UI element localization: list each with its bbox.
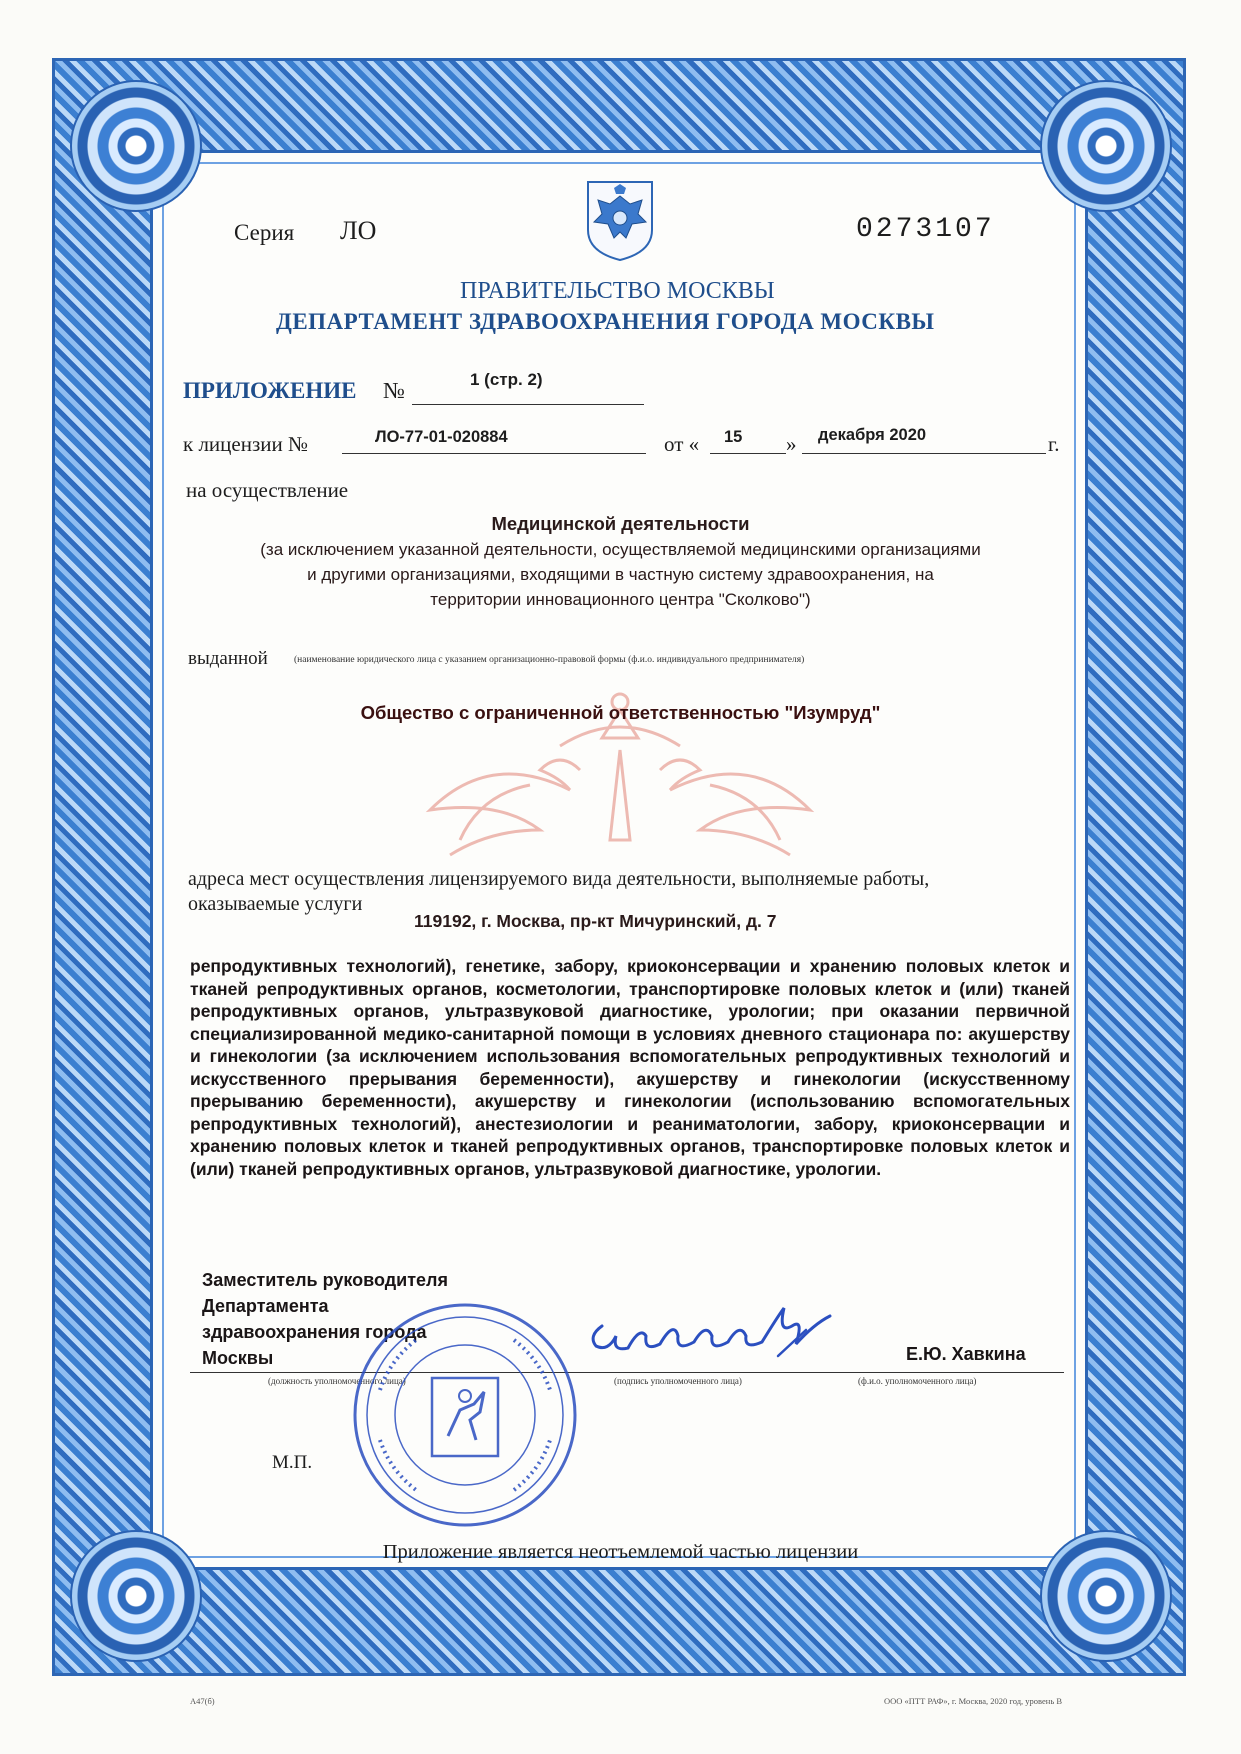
signer-name: Е.Ю. Хавкина <box>906 1344 1026 1364</box>
signer-position-line-4: Москвы <box>202 1348 274 1368</box>
date-day-close: » <box>786 432 797 456</box>
date-day-underline <box>710 453 786 454</box>
signature-underline <box>602 1372 824 1373</box>
signer-position-line-3: здравоохранения города <box>202 1322 427 1342</box>
activity-title: Медицинской деятельности <box>491 513 750 534</box>
caption-position: (должность уполномоченного лица) <box>268 1376 406 1386</box>
address-label-line-2: оказываемые услуги <box>188 893 363 915</box>
corner-rosette-top-left <box>70 80 202 212</box>
license-label: к лицензии № <box>183 432 309 456</box>
activity-line-3: территории инновационного центра "Сколково") <box>430 590 811 609</box>
coat-of-arms-icon <box>584 178 656 262</box>
print-code-right: ООО «ПТТ РАФ», г. Москва, 2020 год, уровень В <box>884 1696 1062 1706</box>
caption-signature: (подпись уполномоченного лица) <box>614 1376 742 1386</box>
issued-label: выданной <box>188 648 268 669</box>
date-from-label: от « <box>664 432 700 456</box>
address-value: 119192, г. Москва, пр-кт Мичуринский, д. 7 <box>414 911 777 931</box>
name-underline <box>824 1372 1064 1373</box>
date-month-underline <box>802 453 1046 454</box>
date-year-suffix: г. <box>1048 432 1060 456</box>
date-day: 15 <box>724 428 743 446</box>
appendix-number-value: 1 (стр. 2) <box>470 370 543 389</box>
issued-caption: (наименование юридического лица с указанием организационно-правовой формы (ф.и.о. индивидуального предпринимателя) <box>294 655 805 665</box>
license-number-underline <box>342 453 646 454</box>
government-title: ПРАВИТЕЛЬСТВО МОСКВЫ <box>460 278 775 304</box>
appendix-number-underline <box>412 404 644 405</box>
organization-name: Общество с ограниченной ответственностью "Изумруд" <box>360 702 881 723</box>
license-number: ЛО-77-01-020884 <box>375 428 508 446</box>
license-form-number: 0273107 <box>856 214 995 245</box>
appendix-label: ПРИЛОЖЕНИЕ <box>183 378 357 403</box>
footer-note: Приложение является неотъемлемой частью лицензии <box>382 1541 859 1563</box>
appendix-number-label: № <box>383 378 405 403</box>
activity-label: на осуществление <box>186 478 349 502</box>
department-title: ДЕПАРТАМЕНТ ЗДРАВООХРАНЕНИЯ ГОРОДА МОСКВЫ <box>276 309 935 334</box>
print-code-left: А47(б) <box>190 1696 215 1706</box>
date-month-year: декабря 2020 <box>818 426 927 444</box>
series-label: Серия <box>234 220 295 245</box>
caption-name: (ф.и.о. уполномоченного лица) <box>858 1376 977 1386</box>
signer-position-line-2: Департамента <box>202 1296 329 1316</box>
handwritten-signature <box>582 1296 842 1358</box>
seal-place-label: М.П. <box>272 1452 313 1473</box>
activity-line-1: (за исключением указанной деятельности, осуществляемой медицинскими организациями <box>260 540 981 559</box>
corner-rosette-top-right <box>1040 80 1172 212</box>
activity-line-2: и другими организациями, входящими в частную систему здравоохранения, на <box>307 565 934 584</box>
address-label-line-1: адреса мест осуществления лицензируемого вида деятельности, выполняемые работы, <box>188 868 930 890</box>
series-value: ЛО <box>340 216 377 245</box>
services-text: репродуктивных технологий), генетике, забору, криоконсервации и хранению половых клеток и тканей репродуктивных органов, косметологии, транспортировке половых клеток и (или) тканей репродуктивных органов, ультразвуковой диагностике, урологии; при оказании первичной специализированной медико-санитарной помощи в условиях дневного стационара по: акушерству и гинекологии (за исключением использования вспомогательных репродуктивных технологий и искусственного прерывания беременности), акушерству и гинекологии (искусственному прерыванию беременности), акушерству и гинекологии (использованию вспомогательных репродуктивных технологий), анестезиологии и реаниматологии, забору, криоконсервации и хранению половых клеток и тканей репродуктивных органов, транспортировке половых клеток и (или) тканей репродуктивных органов, ультразвуковой диагностике, урологии. <box>190 956 1070 1179</box>
signer-position-line-1: Заместитель руководителя <box>202 1270 448 1290</box>
official-stamp-icon <box>350 1300 580 1530</box>
